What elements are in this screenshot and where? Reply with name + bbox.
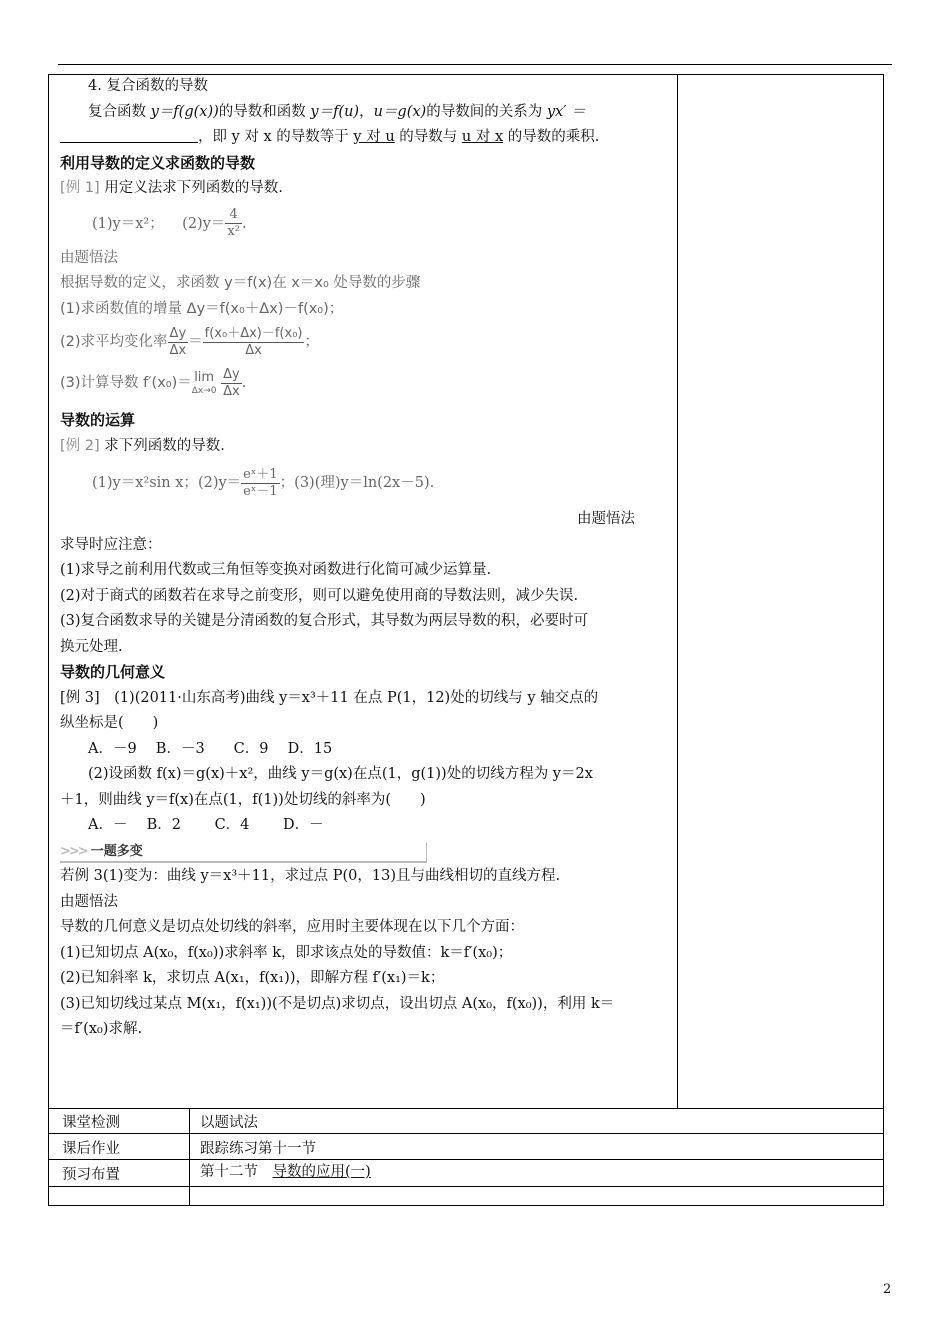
example-3: [例 3] (1)(2011·山东高考)曲线 y＝x³＋11 在点 P(1，12)处的切线与 y 轴交点的 — [60, 689, 599, 706]
row-divider — [48, 1159, 884, 1160]
note-2: (2)对于商式的函数若在求导之前变形，则可以避免使用商的导数法则，减少失误. — [60, 587, 579, 604]
heading-geometry: 导数的几何意义 — [60, 663, 166, 681]
section-title-composite: 4. 复合函数的导数 — [88, 78, 208, 94]
notes-title: 求导时应注意： — [60, 536, 162, 553]
composite-derivative-line: 复合函数 y＝f(g(x))的导数和函数 y＝f(u)，u＝g(x)的导数间的关系为 yx′ ＝ — [88, 103, 586, 120]
example-1-formulas: (1)y＝x²； (2)y＝ $\frac{4}{\text{x²}}$ . — [92, 207, 247, 239]
example-3-part-2-cont: ＋1，则曲线 y＝f(x)在点(1，f(1))处切线的斜率为( ) — [60, 791, 426, 808]
step-3: (3)计算导数 f′(x₀)＝ lim Δx→0 $\frac{\Delta y}{\Delta x}$ . — [60, 366, 247, 399]
note-3: (3)复合函数求导的关键是分清函数的复合形式，其导数为两层导数的积，必要时可 — [60, 613, 589, 629]
example-2: [例 2] 求下列函数的导数. — [60, 437, 225, 454]
main-content — [60, 74, 675, 1043]
example-1: [例 1] 用定义法求下列函数的导数. — [60, 180, 283, 196]
example-3-part-2-options: A．－ B．2 C．4 D．－ — [88, 817, 324, 833]
header-rule — [58, 64, 892, 65]
heading-operations: 导数的运算 — [60, 411, 136, 429]
example-2-formulas: (1)y＝x²sin x；(2)y＝ $\frac{\text{eˣ＋1}}{\text{eˣ－1}}$ ；(3)(理)y＝ln(2x－5). — [92, 466, 435, 499]
row-label-homework: 课后作业 — [62, 1141, 120, 1157]
tip-label: 由题悟法 — [60, 893, 118, 910]
geometry-case-2: (2)已知斜率 k，求切点 A(x₁，f(x₁))，即解方程 f′(x₁)＝k； — [60, 970, 445, 986]
composite-derivative-rule: ，即 y 对 x 的导数等于 y 对 u 的导数与 u 对 x 的导数的乘积. — [60, 125, 675, 151]
example-3-options: A．－9 B．－3 C．9 D．15 — [88, 740, 333, 757]
label-column-divider — [189, 1108, 190, 1206]
definition-steps-title: 根据导数的定义，求函数 y＝f(x)在 x＝x₀ 处导数的步骤 — [60, 275, 421, 291]
geometry-summary: 导数的几何意义是切点处切线的斜率，应用时主要体现在以下几个方面： — [60, 919, 524, 935]
fraction: $\frac{4}{\text{x²}}$ — [227, 207, 240, 239]
row-value-preview: 第十二节 导数的应用(一) — [200, 1164, 371, 1180]
row-value-classroom-test: 以题试法 — [200, 1115, 258, 1131]
fraction: $\frac{\text{eˣ＋1}}{\text{eˣ－1}}$ — [243, 466, 278, 499]
fraction: $\frac{\text{f(x₀＋Δx)－f(x₀)}}{\Delta x}$ — [204, 325, 303, 358]
variation-banner: >>> 一题多变 — [60, 839, 675, 865]
fill-in-blank[interactable] — [60, 127, 198, 143]
geometry-case-3-cont: ＝f′(x₀)求解. — [60, 1021, 143, 1037]
row-divider — [48, 1108, 884, 1109]
example-3-cont: 纵坐标是( ) — [60, 715, 159, 731]
note-1: (1)求导之前利用代数或三角恒等变换对函数进行化简可减少运算量. — [60, 562, 492, 578]
variation-question: 若例 3(1)变为：曲线 y＝x³＋11，求过点 P(0，13)且与曲线相切的直线方程. — [60, 868, 561, 884]
row-divider — [48, 1133, 884, 1134]
row-label-classroom-test: 课堂检测 — [62, 1115, 120, 1131]
row-value-homework: 跟踪练习第十一节 — [200, 1141, 316, 1157]
fraction: $\frac{\Delta y}{\Delta x}$ — [223, 366, 240, 399]
chevron-icon: >>> — [60, 843, 87, 859]
fraction: $\frac{\Delta y}{\Delta x}$ — [169, 325, 187, 358]
step-2: (2)求平均变化率 $\frac{\Delta y}{\Delta x}$ ＝ $\frac{\text{f(x₀＋Δx)－f(x₀)}}{\Delta x}$ ； — [60, 325, 319, 358]
geometry-case-1: (1)已知切点 A(x₀，f(x₀))求斜率 k，即求该点处的导数值：k＝f′(x₀)； — [60, 944, 513, 961]
right-column-divider — [677, 74, 678, 1108]
row-label-preview: 预习布置 — [62, 1167, 120, 1183]
tip-label: 由题悟法 — [60, 249, 118, 266]
heading-definition: 利用导数的定义求函数的导数 — [60, 153, 256, 172]
limit: lim Δx→0 — [191, 370, 217, 396]
tip-label: 由题悟法 — [577, 511, 635, 527]
example-3-part-2: (2)设函数 f(x)＝g(x)＋x²，曲线 y＝g(x)在点(1，g(1))处的切线方程为 y＝2x — [88, 766, 593, 782]
step-1: (1)求函数值的增量 Δy＝f(x₀＋Δx)－f(x₀)； — [60, 300, 344, 317]
page-number: 2 — [883, 1282, 892, 1297]
note-3-cont: 换元处理. — [60, 638, 123, 655]
row-divider — [48, 1186, 884, 1187]
geometry-case-3: (3)已知切线过某点 M(x₁，f(x₁))(不是切点)求切点，设出切点 A(x₀，f(x₀))，利用 k＝ — [60, 995, 615, 1012]
